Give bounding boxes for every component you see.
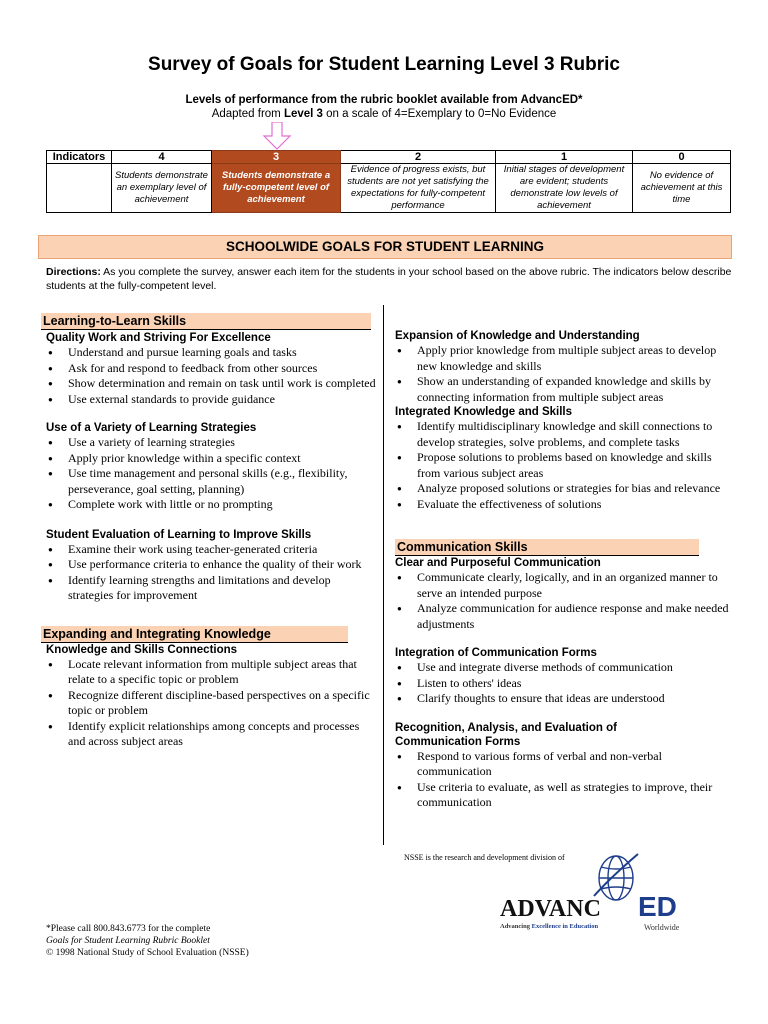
list-item: ● Use time management and personal skills (e.g., flexibility, perseverance, goal setting, planning) xyxy=(46,466,376,497)
list-student-evaluation xyxy=(46,542,376,604)
rubric-desc-indicators xyxy=(47,164,112,213)
logo-tagline-b: Excellence in Education xyxy=(531,923,599,930)
left-column xyxy=(41,313,376,750)
directions-label: Directions: xyxy=(46,266,101,278)
subsection-recognition-analysis: Recognition, Analysis, and Evaluation of Communication Forms xyxy=(395,721,617,748)
rubric-desc-2: Evidence of progress exists, but students are not yet satisfying the expectations for fully-competent performance xyxy=(341,164,496,213)
logo-word1: ADVANC xyxy=(500,896,601,922)
logo-word2: ED xyxy=(638,891,677,922)
subsection-quality-work: Quality Work and Striving For Excellence xyxy=(46,332,271,344)
list-item: ● Apply prior knowledge from multiple subject areas to develop new knowledge and skills xyxy=(395,343,730,374)
subtitle-line2 xyxy=(0,108,768,120)
globe-icon xyxy=(594,854,638,900)
logo-worldwide: Worldwide xyxy=(644,923,680,932)
list-item: ● Listen to others' ideas xyxy=(395,676,730,692)
list-item: ● Show determination and remain on task until work is completed xyxy=(46,376,376,392)
rubric-header-1: 1 xyxy=(496,151,633,164)
list-quality-work xyxy=(46,345,376,407)
directions-text: As you complete the survey, answer each item for the students in your school based on the above rubric. The indicators below describe students at the fully-competent level. xyxy=(46,266,732,292)
list-item: ● Examine their work using teacher-generated criteria xyxy=(46,542,376,558)
rubric-header-3: 3 xyxy=(212,151,341,164)
footer-note xyxy=(46,923,249,959)
logo-tagline xyxy=(500,923,598,930)
list-knowledge-connections xyxy=(46,657,376,750)
rubric-description-row xyxy=(47,164,731,213)
subtitle-suffix: on a scale of 4=Exemplary to 0=No Evidence xyxy=(322,108,557,120)
directions xyxy=(46,265,736,293)
list-learning-strategies xyxy=(46,435,376,513)
list-item: ● Identify learning strengths and limitations and develop strategies for improvement xyxy=(46,573,376,604)
list-item: ● Clarify thoughts to ensure that ideas are understood xyxy=(395,691,730,707)
rubric-table xyxy=(46,150,731,213)
advanced-logo xyxy=(498,848,718,938)
rubric-desc-3: Students demonstrate a fully-competent level of achievement xyxy=(212,164,341,213)
list-item: ● Apply prior knowledge within a specific context xyxy=(46,451,376,467)
list-item: ● Locate relevant information from multiple subject areas that relate to a specific topic or problem xyxy=(46,657,376,688)
column-divider xyxy=(383,305,384,845)
subsection-expansion-knowledge: Expansion of Knowledge and Understanding xyxy=(395,330,640,342)
logo-tagline-a: Advancing xyxy=(500,923,532,930)
footer-line1: *Please call 800.843.6773 for the complete xyxy=(46,924,211,934)
subtitle-line1: Levels of performance from the rubric booklet available from AdvancED* xyxy=(185,94,583,106)
rubric-desc-0: No evidence of achievement at this time xyxy=(633,164,731,213)
rubric-header-2: 2 xyxy=(341,151,496,164)
right-column xyxy=(395,329,730,811)
list-integration-forms xyxy=(395,660,730,707)
list-item: ● Communicate clearly, logically, and in an organized manner to serve an intended purpose xyxy=(395,570,730,601)
list-clear-communication xyxy=(395,570,730,632)
left-sec1-body xyxy=(41,331,376,604)
list-item: ● Identify multidisciplinary knowledge and skill connections to develop strategies, solve problems, and complete tasks xyxy=(395,419,730,450)
left-sec2-body xyxy=(41,643,376,750)
footer-line3: © 1998 National Study of School Evaluation (NSSE) xyxy=(46,948,249,958)
list-integrated-knowledge xyxy=(395,419,730,512)
schoolwide-goals-banner: SCHOOLWIDE GOALS FOR STUDENT LEARNING xyxy=(38,235,732,259)
footer-line2: Goals for Student Learning Rubric Booklet xyxy=(46,936,210,946)
list-item: ● Use external standards to provide guidance xyxy=(46,392,376,408)
subsection-integration-forms: Integration of Communication Forms xyxy=(395,647,597,659)
list-item: ● Show an understanding of expanded knowledge and skills by connecting information from multiple subject areas xyxy=(395,374,730,405)
rubric-header-row xyxy=(47,151,731,164)
rubric-header-4: 4 xyxy=(112,151,212,164)
list-item: ● Respond to various forms of verbal and non-verbal communication xyxy=(395,749,730,780)
list-item: ● Analyze proposed solutions or strategies for bias and relevance xyxy=(395,481,730,497)
subtitle-prefix: Adapted from xyxy=(211,108,284,120)
list-item: ● Use performance criteria to enhance the quality of their work xyxy=(46,557,376,573)
subsection-student-evaluation: Student Evaluation of Learning to Improve Skills xyxy=(46,528,312,541)
list-item: ● Use and integrate diverse methods of communication xyxy=(395,660,730,676)
section-learning-to-learn: Learning-to-Learn Skills xyxy=(41,313,371,330)
rubric-header-0: 0 xyxy=(633,151,731,164)
subsection-learning-strategies: Use of a Variety of Learning Strategies xyxy=(46,422,257,434)
section-communication-skills: Communication Skills xyxy=(395,539,699,556)
list-item: ● Propose solutions to problems based on knowledge and skills from various subject areas xyxy=(395,450,730,481)
list-item: ● Ask for and respond to feedback from other sources xyxy=(46,361,376,377)
down-arrow-icon xyxy=(262,122,292,150)
subtitle-level: Level 3 xyxy=(283,108,323,120)
rubric-header-indicators: Indicators xyxy=(47,151,112,164)
list-item: ● Understand and pursue learning goals and tasks xyxy=(46,345,376,361)
list-expansion-knowledge xyxy=(395,343,730,405)
section-expanding-knowledge: Expanding and Integrating Knowledge xyxy=(41,626,348,643)
subsection-knowledge-connections: Knowledge and Skills Connections xyxy=(46,643,238,656)
list-item: ● Evaluate the effectiveness of solutions xyxy=(395,497,730,513)
list-item: ● Complete work with little or no prompting xyxy=(46,497,376,513)
list-item: ● Analyze communication for audience response and make needed adjustments xyxy=(395,601,730,632)
list-item: ● Recognize different discipline-based perspectives on a specific topic or problem xyxy=(46,688,376,719)
list-item: ● Use criteria to evaluate, as well as strategies to improve, their communication xyxy=(395,780,730,811)
page-title: Survey of Goals for Student Learning Level 3 Rubric xyxy=(148,54,620,75)
subsection-integrated-knowledge: Integrated Knowledge and Skills xyxy=(395,406,573,418)
list-recognition-analysis xyxy=(395,749,730,811)
list-item: ● Use a variety of learning strategies xyxy=(46,435,376,451)
rubric-desc-4: Students demonstrate an exemplary level of achievement xyxy=(112,164,212,213)
list-item: ● Identify explicit relationships among concepts and processes and across subject areas xyxy=(46,719,376,750)
nsse-note: NSSE is the research and development division of xyxy=(404,853,565,862)
subsection-clear-communication: Clear and Purposeful Communication xyxy=(395,557,601,569)
rubric-desc-1: Initial stages of development are evident; students demonstrate low levels of achievement xyxy=(496,164,633,213)
